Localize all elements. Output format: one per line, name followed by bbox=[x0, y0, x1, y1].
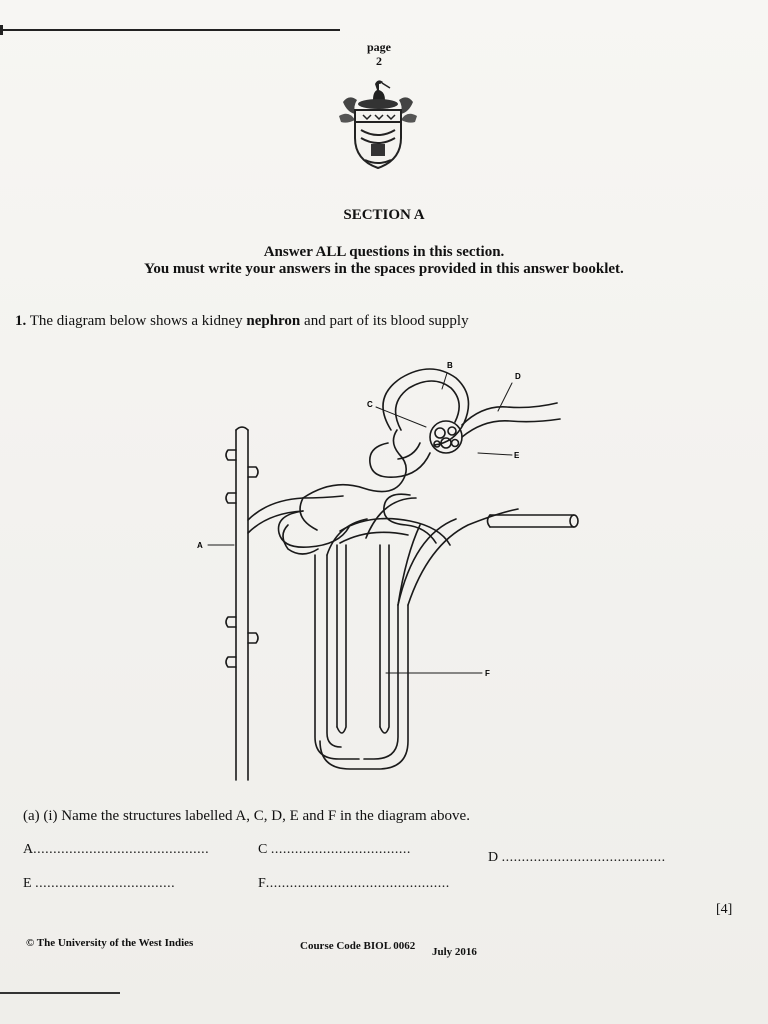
page-number: 2 bbox=[376, 54, 382, 68]
answer-dots-d: ......................................... bbox=[501, 850, 666, 865]
nephron-diagram bbox=[190, 355, 610, 795]
diagram-label-c: C bbox=[367, 400, 373, 409]
question-text-after: and part of its blood supply bbox=[304, 313, 469, 329]
answer-line-a[interactable] bbox=[23, 842, 209, 858]
answer-line-d[interactable] bbox=[488, 850, 666, 866]
answer-dots-e: ................................... bbox=[35, 876, 176, 891]
answer-label-c: C bbox=[258, 842, 268, 857]
answer-dots-f: .............................................. bbox=[265, 876, 450, 891]
marks-allocation: [4] bbox=[716, 902, 733, 917]
footer-course-code: Course Code BIOL 0062 bbox=[300, 940, 416, 952]
diagram-label-a: A bbox=[197, 541, 203, 550]
answer-label-f: F bbox=[258, 876, 266, 891]
answer-label-e: E bbox=[23, 876, 32, 891]
footer-copyright: © The University of the West Indies bbox=[26, 937, 194, 949]
question-text-before: The diagram below shows a kidney bbox=[29, 313, 243, 329]
page-edge-left bbox=[0, 25, 3, 35]
page-edge-bottom bbox=[0, 992, 120, 994]
answer-dots-a: ............................................ bbox=[33, 842, 210, 857]
diagram-label-b: B bbox=[447, 361, 453, 370]
diagram-label-f: F bbox=[485, 669, 490, 678]
section-title: SECTION A bbox=[343, 207, 425, 223]
instruction-answer-all: Answer ALL questions in this section. bbox=[263, 244, 505, 260]
answer-line-f[interactable] bbox=[258, 876, 450, 892]
answer-label-d: D bbox=[488, 850, 499, 865]
question-number: 1. bbox=[15, 313, 27, 329]
answer-line-c[interactable] bbox=[258, 842, 411, 858]
instruction-write-answers: You must write your answers in the spaces provided in this answer booklet. bbox=[144, 261, 624, 277]
question-1-text bbox=[15, 313, 469, 330]
part-a-question: (a) (i) Name the structures labelled A, C, D, E and F in the diagram above. bbox=[23, 808, 470, 824]
page-edge-top bbox=[0, 29, 340, 31]
answer-line-e[interactable] bbox=[23, 876, 175, 892]
answer-dots-c: ................................... bbox=[270, 842, 411, 857]
footer-date: July 2016 bbox=[432, 946, 477, 958]
page-word: page bbox=[367, 40, 391, 54]
university-crest-icon bbox=[335, 72, 421, 172]
answer-label-a: A bbox=[23, 842, 34, 857]
question-text-bold: nephron bbox=[246, 313, 301, 329]
diagram-label-e: E bbox=[514, 451, 520, 460]
diagram-label-d: D bbox=[515, 372, 521, 381]
